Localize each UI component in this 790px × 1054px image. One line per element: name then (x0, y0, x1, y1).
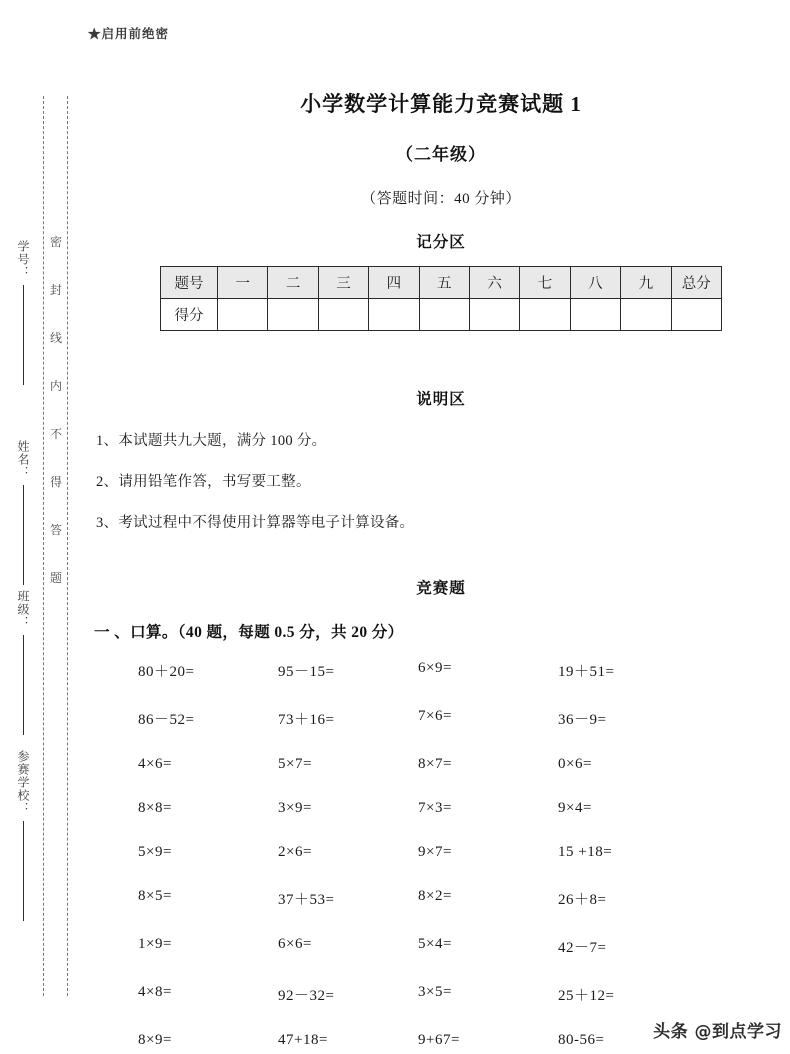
math-problem[interactable]: 5×4= (418, 936, 452, 952)
score-table-row-label: 得分 (161, 299, 218, 331)
math-problem[interactable]: 6×6= (278, 936, 312, 952)
score-entry-cell[interactable] (469, 299, 519, 331)
math-problem[interactable]: 92－32= (278, 988, 335, 1004)
math-problem[interactable]: 6×9= (418, 660, 452, 676)
math-problem[interactable]: 0×6= (558, 756, 592, 772)
math-problem[interactable]: 7×6= (418, 708, 452, 724)
score-entry-cell[interactable] (419, 299, 469, 331)
math-problem[interactable]: 25＋12= (558, 988, 615, 1004)
math-problem[interactable]: 80＋20= (138, 664, 195, 680)
score-table-column-header: 五 (419, 267, 469, 299)
seal-char: 不 (49, 427, 62, 441)
contest-section (92, 576, 790, 1049)
math-problem[interactable]: 42－7= (558, 940, 607, 956)
score-entry-cell[interactable] (520, 299, 570, 331)
score-entry-cell[interactable] (218, 299, 268, 331)
instruction-item: 3、考试过程中不得使用计算器等电子计算设备。 (96, 515, 415, 531)
seal-char: 得 (49, 475, 62, 489)
math-problem[interactable]: 8×8= (138, 800, 172, 816)
seal-char: 内 (49, 379, 62, 393)
math-problem[interactable]: 26＋8= (558, 892, 607, 908)
instruction-item: 2、请用铅笔作答，书写要工整。 (96, 474, 311, 490)
grade-subtitle: （二年级） (396, 145, 486, 164)
math-problem[interactable]: 8×7= (418, 756, 452, 772)
student-info-column (8, 140, 38, 970)
student-info-writing-rule (23, 821, 24, 921)
math-problem[interactable]: 19＋51= (558, 664, 615, 680)
instruction-item: 1、本试题共九大题，满分 100 分。 (96, 433, 327, 449)
score-table-column-header: 二 (268, 267, 318, 299)
score-table-column-header: 一 (218, 267, 268, 299)
student-info-field-xingming[interactable] (8, 440, 38, 585)
math-problem[interactable]: 8×5= (138, 888, 172, 904)
student-info-label: 学号： (16, 240, 30, 279)
seal-dashed-line-left (43, 96, 44, 996)
score-table-column-header: 七 (520, 267, 570, 299)
math-problem[interactable]: 9×7= (418, 844, 452, 860)
score-entry-cell[interactable] (570, 299, 620, 331)
score-entry-cell[interactable] (268, 299, 318, 331)
math-problem[interactable]: 95－15= (278, 664, 335, 680)
table-row (161, 267, 722, 299)
student-info-field-banji[interactable] (8, 590, 38, 735)
question-one-heading: 一 、口算。（40 题，每题 0.5 分，共 20 分） (94, 624, 404, 641)
page-title: 小学数学计算能力竞赛试题 1 (300, 92, 582, 116)
score-table-column-header: 六 (469, 267, 519, 299)
math-problem[interactable]: 2×6= (278, 844, 312, 860)
seal-char: 题 (49, 571, 62, 585)
score-table-column-header: 三 (318, 267, 368, 299)
math-problem[interactable]: 37＋53= (278, 892, 335, 908)
math-problem[interactable]: 1×9= (138, 936, 172, 952)
math-problem[interactable]: 4×6= (138, 756, 172, 772)
student-info-label: 参赛学校： (16, 750, 30, 815)
instructions-section (92, 387, 790, 532)
score-table (160, 266, 722, 331)
score-section (92, 230, 790, 331)
student-info-field-xuehao[interactable] (8, 240, 38, 385)
score-table-row-label: 题号 (161, 267, 218, 299)
student-info-label: 姓名： (16, 440, 30, 479)
math-problem[interactable]: 80-56= (558, 1032, 605, 1048)
score-table-column-header: 八 (570, 267, 620, 299)
score-entry-cell[interactable] (318, 299, 368, 331)
seal-dashed-line-right (67, 96, 68, 996)
secret-level-mark: ★启用前绝密 (88, 27, 170, 41)
seal-char: 封 (49, 283, 62, 297)
score-table-column-header: 四 (369, 267, 419, 299)
math-problem[interactable]: 3×9= (278, 800, 312, 816)
instructions-section-heading: 说明区 (416, 390, 466, 408)
math-problem[interactable]: 5×7= (278, 756, 312, 772)
math-problem[interactable]: 8×9= (138, 1032, 172, 1048)
student-info-label: 班级： (16, 590, 30, 629)
math-problem[interactable]: 7×3= (418, 800, 452, 816)
student-info-writing-rule (23, 635, 24, 735)
math-problem[interactable]: 86－52= (138, 712, 195, 728)
math-problem[interactable]: 3×5= (418, 984, 452, 1000)
math-problem[interactable]: 5×9= (138, 844, 172, 860)
seal-char: 答 (49, 523, 62, 537)
math-problem[interactable]: 15 +18= (558, 844, 613, 860)
math-problem[interactable]: 36－9= (558, 712, 607, 728)
seal-line-text (47, 236, 65, 620)
math-problem[interactable]: 4×8= (138, 984, 172, 1000)
seal-char: 线 (49, 331, 62, 345)
score-entry-cell[interactable] (671, 299, 721, 331)
mental-math-grid (138, 660, 738, 1049)
table-row (161, 299, 722, 331)
score-entry-cell[interactable] (369, 299, 419, 331)
seal-char: 密 (49, 235, 62, 249)
math-problem[interactable]: 9+67= (418, 1032, 460, 1048)
exam-duration-note: （答题时间：40 分钟） (361, 191, 521, 207)
score-table-column-header: 九 (621, 267, 671, 299)
student-info-field-xuexiao[interactable] (8, 750, 38, 921)
student-info-writing-rule (23, 485, 24, 585)
math-problem[interactable]: 73＋16= (278, 712, 335, 728)
document-body (92, 0, 790, 1054)
math-problem[interactable]: 47+18= (278, 1032, 328, 1048)
score-section-heading: 记分区 (416, 233, 466, 251)
student-info-writing-rule (23, 285, 24, 385)
score-entry-cell[interactable] (621, 299, 671, 331)
math-problem[interactable]: 8×2= (418, 888, 452, 904)
watermark-text: 头条 @到点学习 (653, 1022, 782, 1042)
math-problem[interactable]: 9×4= (558, 800, 592, 816)
contest-section-heading: 竞赛题 (416, 579, 466, 597)
score-table-column-header: 总分 (671, 267, 721, 299)
